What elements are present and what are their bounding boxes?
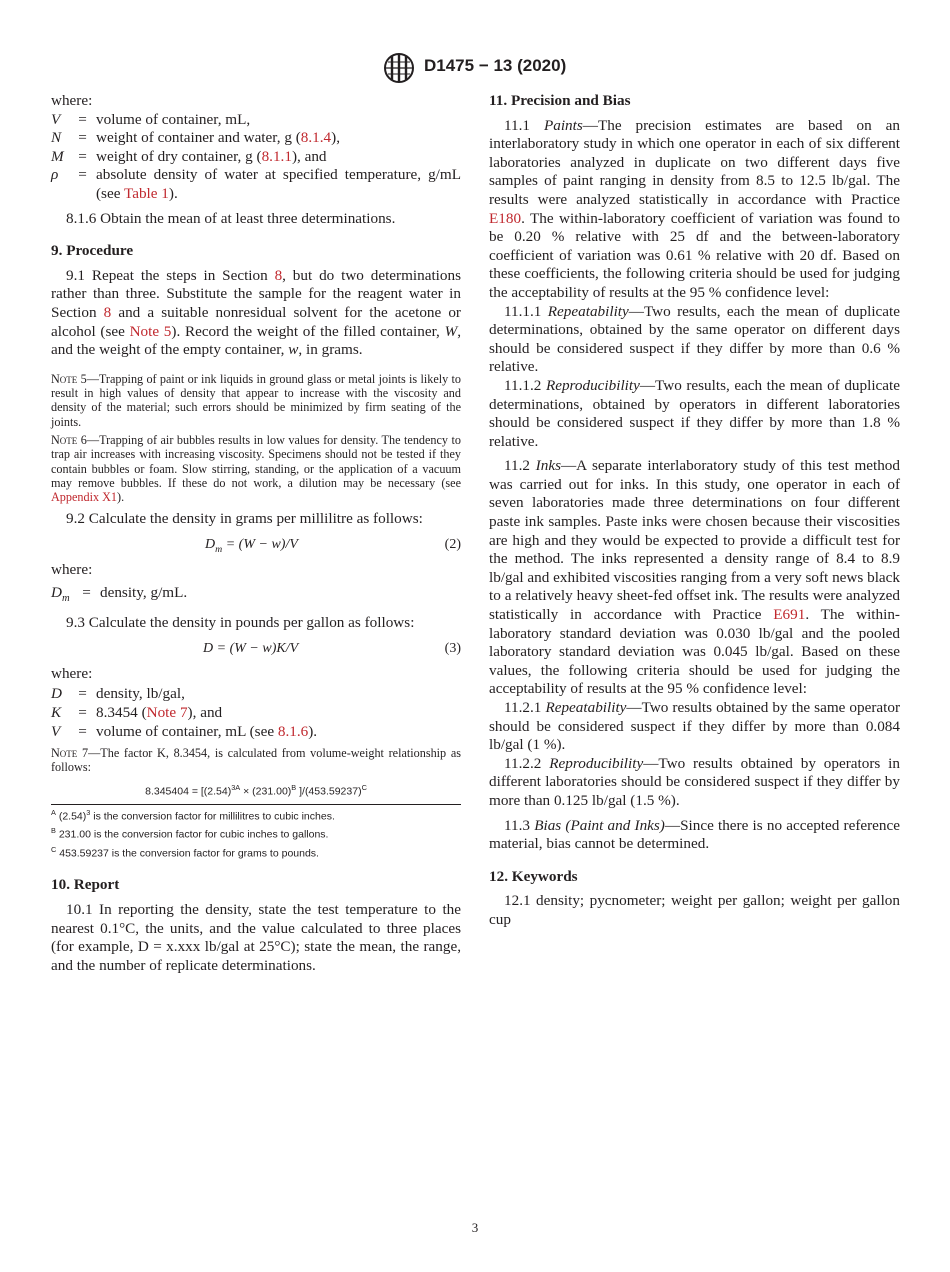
definition-symbol: N (51, 129, 62, 147)
definition-equals: = (82, 583, 91, 601)
paragraph-11-2-2: 11.2.2 Reproducibility—Two results obtained by operators in different laboratories should be considered suspect if they differ by more than 0.125 lb/gal (1.5 %). (489, 754, 900, 809)
equation-2 (51, 533, 461, 557)
definition-row (51, 704, 461, 723)
definition-symbol: ρ (51, 166, 59, 184)
paragraph-11-1-2: 11.1.2 Reproducibility—Two results, each the mean of duplicate determinations, obtained by operators in different laboratories should be considered suspect if they differ by more than 1.8 % relative. (489, 376, 900, 450)
definition-text: volume of container, mL, (96, 110, 251, 128)
paragraph-12-1: 12.1 density; pycnometer; weight per gallon; weight per gallon cup (489, 892, 900, 928)
note-5: Note 5—Trapping of paint or ink liquids in ground glass or metal joints is likely to result in high values of density that appear to increase with the viscosity and density of the material; such errors should be minimized by firm seating of the joints. (51, 371, 461, 429)
equation-3-number: (3) (444, 640, 461, 656)
cross-reference-link[interactable]: 8.1.6 (277, 722, 309, 740)
definition-symbol: V (51, 722, 61, 740)
footnote-b: $^B$ 231.00 is the conversion factor for cubic inches to gallons. (51, 826, 329, 841)
section-heading-keywords: 12. Keywords (489, 867, 578, 885)
paragraph-9-2: 9.2 Calculate the density in grams per millilitre as follows: (66, 510, 423, 528)
page-header (0, 52, 950, 88)
paragraph-9-1: 9.1 Repeat the steps in Section 8, but do two determinations rather than three. Substitute the sample for the reagent water in Section 8 and a suitable nonresidual solvent for the acetone or alcohol (see Note 5). Record the weight of the filled container, W, and the weight of the empty container, w, in grams. (51, 266, 462, 359)
definition-equals: = (78, 110, 87, 128)
definition-symbol: V (51, 110, 61, 128)
definition-text: volume of container, mL (see 8.1.6). (96, 722, 318, 740)
definition-text: absolute density of water at specified temperature, g/mL (see Table 1). (96, 166, 461, 202)
equation-2-number: (2) (444, 536, 461, 552)
definition-text: density, lb/gal, (96, 685, 185, 703)
definition-equals: = (78, 722, 87, 740)
paragraph-11-3: 11.3 Bias (Paint and Inks)—Since there is no accepted reference material, bias cannot be determined. (489, 816, 900, 853)
appendix-x1-link[interactable]: Appendix X1 (51, 490, 118, 505)
definition-equals: = (78, 129, 87, 147)
footnote-a: $^A$ $(2.54)^3$ is the conversion factor for millilitres to cubic inches. (51, 807, 335, 823)
definition-equals: = (78, 703, 87, 721)
paragraph-11-2: 11.2 Inks—A separate interlaboratory study of this test method was carried out for inks. In this study, one operator in each of seven laboratories made three determinations on four different paste ink samples. Paste inks were chosen because their viscosities are high and they would be expected to provide a difficult test for the method. The inks represented a density range of 8.4 to 8.9 lb/gal and exhibited viscosities ranging from a very soft news black to a relatively heavy sheet-fed offset ink. The results were analyzed statistically in accordance with Practice E691. The within-laboratory standard deviation was 0.030 lb/gal and the pooled laboratory standard deviation was 0.045 lb/gal. Based on these values, the following criteria should be used for judging the acceptability of results at the 95 % confidence level: (489, 457, 900, 698)
where-label: where: (51, 664, 93, 682)
definition-text: weight of container and water, g (8.1.4), (96, 129, 340, 147)
equation-3-expression: D = (W − w)K/V (203, 640, 299, 656)
definition-symbol: K (51, 703, 62, 721)
section-heading-procedure: 9. Procedure (51, 242, 134, 260)
equation-3 (51, 637, 461, 661)
definition-symbol: M (51, 147, 64, 165)
cross-reference-link[interactable]: 8.1.1 (261, 147, 292, 165)
section-8-link[interactable]: 8 (103, 303, 112, 321)
e691-link[interactable]: E691 (773, 606, 806, 624)
definition-equals: = (78, 166, 87, 184)
definition-row (51, 129, 461, 148)
paragraph-11-1-1: 11.1.1 Repeatability—Two results, each the mean of duplicate determinations, obtained by the same operator on different days should be considered suspect if they differ by more than 0.6 % relative. (489, 302, 900, 376)
footnote-c: $^C$ 453.59237 is the conversion factor for grams to pounds. (51, 844, 319, 860)
e180-link[interactable]: E180 (489, 209, 522, 227)
definition-symbol: D (51, 685, 62, 703)
paragraph-10-1: 10.1 In reporting the density, state the test temperature to the nearest 0.1°C, the units, and the value calculated to three places (for example, D = x.xxx lb/gal at 25°C); state the mean, the range, and the number of replicate determinations. (51, 900, 461, 974)
cross-reference-link[interactable]: 8.1.4 (300, 129, 332, 147)
cross-reference-link[interactable]: Note 7 (146, 703, 188, 721)
definition-equals: = (78, 147, 87, 165)
astm-logo-icon (380, 52, 418, 84)
note-6: Note 6—Trapping of air bubbles results in low values for density. The tendency to trap air increases with increasing viscosity. Specimens should not be tested if they contain bubbles or foam. Slow stirring, standing, or the application of a vacuum may remove bubbles. If these do not work, a dilution may be necessary (see Appendix X1). (51, 432, 462, 505)
definition-dm (51, 584, 461, 609)
definition-text: density, g/mL. (100, 583, 188, 601)
note-7: Note 7—The factor K, 8.3454, is calculated from volume-weight relationship as follows: (51, 746, 462, 775)
section-heading-precision-bias: 11. Precision and Bias (489, 92, 631, 109)
paragraph-9-3: 9.3 Calculate the density in pounds per gallon as follows: (66, 614, 415, 632)
right-column (489, 92, 900, 930)
where-label: where: (51, 560, 93, 578)
definition-row (51, 723, 461, 742)
definitions-list (51, 111, 461, 204)
definition-text: 8.3454 (Note 7), and (96, 703, 223, 721)
definition-row (51, 166, 461, 203)
definition-row (51, 111, 461, 130)
definition-symbol: $D_m$ (51, 583, 70, 604)
document-designation: D1475 − 13 (2020) (424, 56, 567, 75)
definition-equals: = (78, 685, 87, 703)
definitions-list (51, 685, 461, 741)
section-8-link[interactable]: 8 (274, 266, 283, 284)
page-number: 3 (471, 1220, 479, 1235)
definition-row (51, 148, 461, 167)
equation-2-expression: $D_m = (W - w)/V$ (205, 536, 298, 555)
where-label: where: (51, 92, 93, 109)
definition-text: weight of dry container, g (8.1.1), and (96, 147, 327, 165)
paragraph-11-2-1: 11.2.1 Repeatability—Two results obtained by the same operator should be considered suspect if they differ by more than 0.084 lb/gal (1 %). (489, 699, 901, 754)
section-heading-report: 10. Report (51, 876, 120, 894)
conversion-formula: $8.345404 = [(2.54)^{3A} \times (231.00)^B$ ]$/(453.59237)^C$ (51, 779, 461, 805)
paragraph-8-1-6: 8.1.6 Obtain the mean of at least three determinations. (66, 209, 396, 227)
note-5-link[interactable]: Note 5 (129, 322, 172, 340)
left-column (51, 92, 461, 975)
cross-reference-link[interactable]: Table 1 (123, 184, 169, 202)
paragraph-11-1: 11.1 Paints—The precision estimates are based on an interlaboratory study in which one operator in each of six different laboratories analyzed in duplicate on two different days five samples of paint ranging in density from 8.5 to 12.5 lb/gal. The results were analyzed statistically in accordance with Practice E180. The within-laboratory coefficient of variation was found to be 0.20 % relative with 25 df and the between-laboratory coefficient of variation was 0.61 % relative with 20 df. Based on these coefficients, the following criteria should be used for judging the acceptability of results at the 95 % confidence level: (489, 116, 900, 301)
definition-row (51, 685, 461, 704)
